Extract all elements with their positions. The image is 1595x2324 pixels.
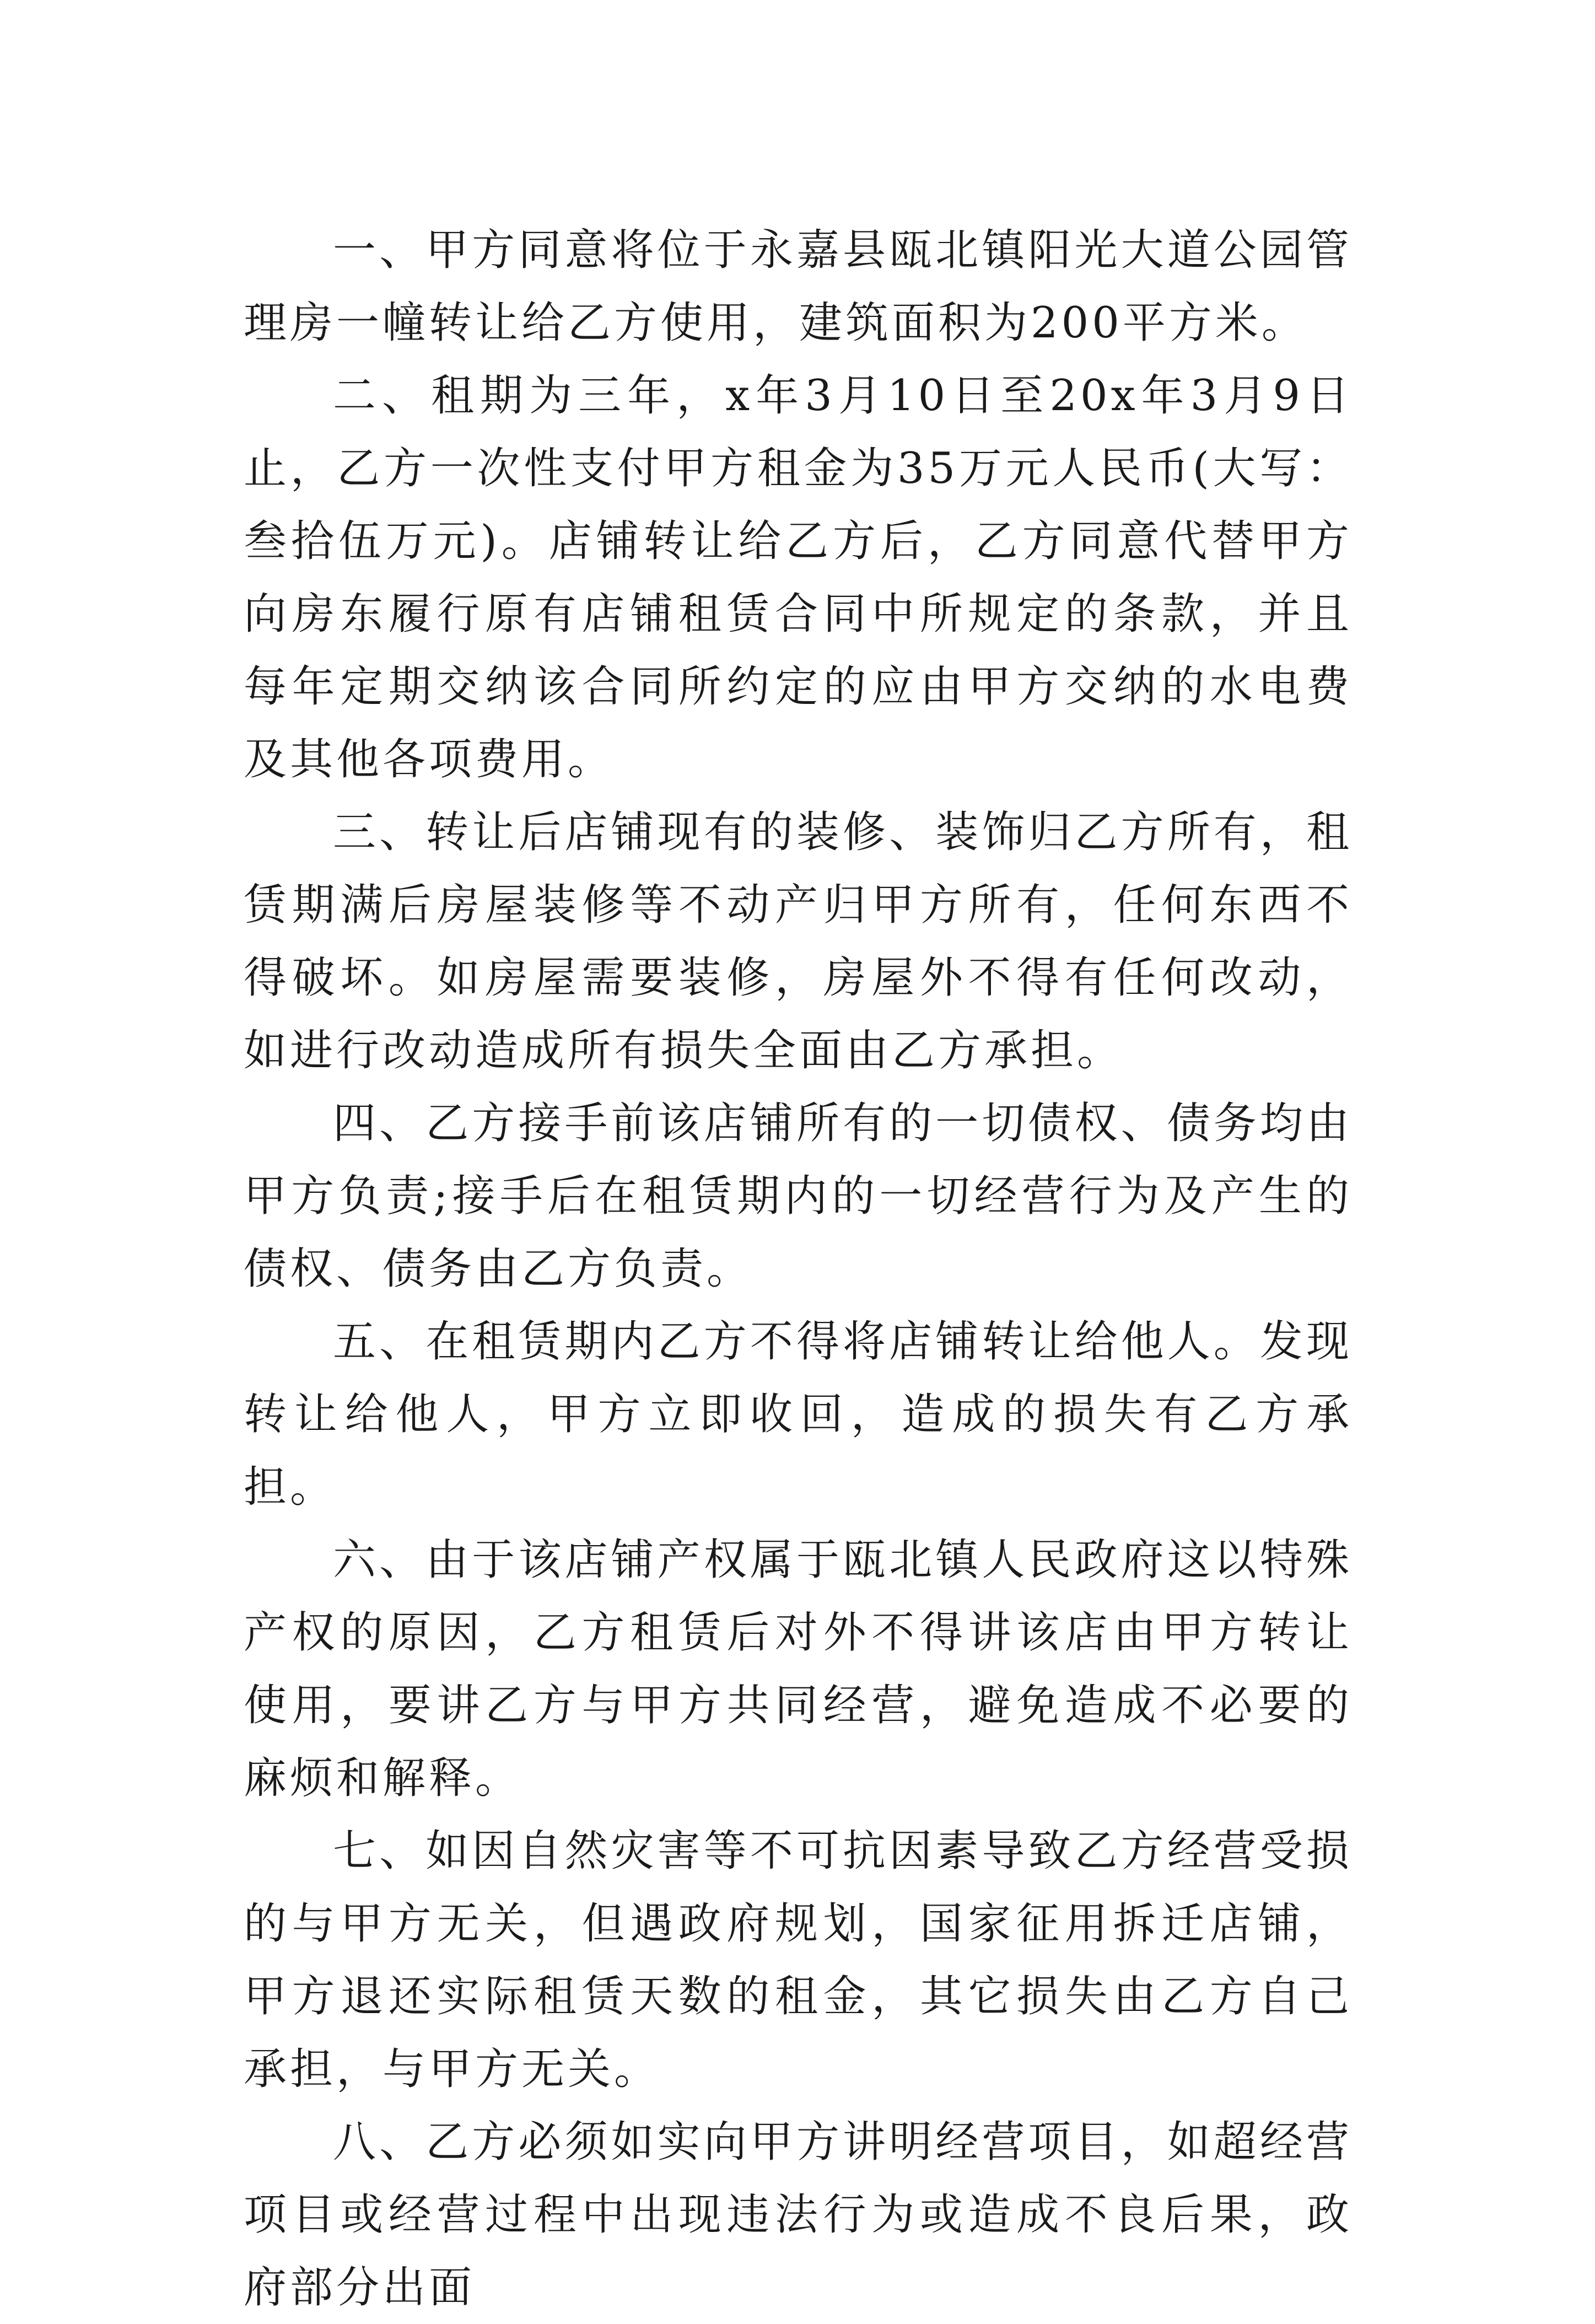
clause-2-paragraph: 二、租期为三年，x年3月10日至20x年3月9日止，乙方一次性支付甲方租金为35万元人民币(大写：叁拾伍万元)。店铺转让给乙方后，乙方同意代替甲方向房东履行原有店铺租赁合同中所规定的条款，并且每年定期交纳该合同所约定的应由甲方交纳的水电费及其他各项费用。 [244, 371, 1352, 784]
clause-1-paragraph: 一、甲方同意将位于永嘉县瓯北镇阳光大道公园管理房一幢转让给乙方使用，建筑面积为200平方米。 [244, 225, 1352, 348]
clause-8-paragraph: 八、乙方必须如实向甲方讲明经营项目，如超经营项目或经营过程中出现违法行为或造成不良后果，政府部分出面 [244, 2117, 1352, 2312]
clause-4-paragraph: 四、乙方接手前该店铺所有的一切债权、债务均由甲方负责;接手后在租赁期内的一切经营行为及产生的债权、债务由乙方负责。 [244, 1099, 1352, 1294]
clause-5-paragraph: 五、在租赁期内乙方不得将店铺转让给他人。发现转让给他人，甲方立即收回，造成的损失有乙方承担。 [244, 1317, 1352, 1512]
document-body [244, 214, 1352, 2324]
clause-7-paragraph: 七、如因自然灾害等不可抗因素导致乙方经营受损的与甲方无关，但遇政府规划，国家征用拆迁店铺，甲方退还实际租赁天数的租金，其它损失由乙方自己承担，与甲方无关。 [244, 1826, 1352, 2094]
clause-6-paragraph: 六、由于该店铺产权属于瓯北镇人民政府这以特殊产权的原因，乙方租赁后对外不得讲该店由甲方转让使用，要讲乙方与甲方共同经营，避免造成不必要的麻烦和解释。 [244, 1535, 1352, 1803]
clause-3-paragraph: 三、转让后店铺现有的装修、装饰归乙方所有，租赁期满后房屋装修等不动产归甲方所有，任何东西不得破坏。如房屋需要装修，房屋外不得有任何改动，如进行改动造成所有损失全面由乙方承担。 [244, 808, 1352, 1075]
